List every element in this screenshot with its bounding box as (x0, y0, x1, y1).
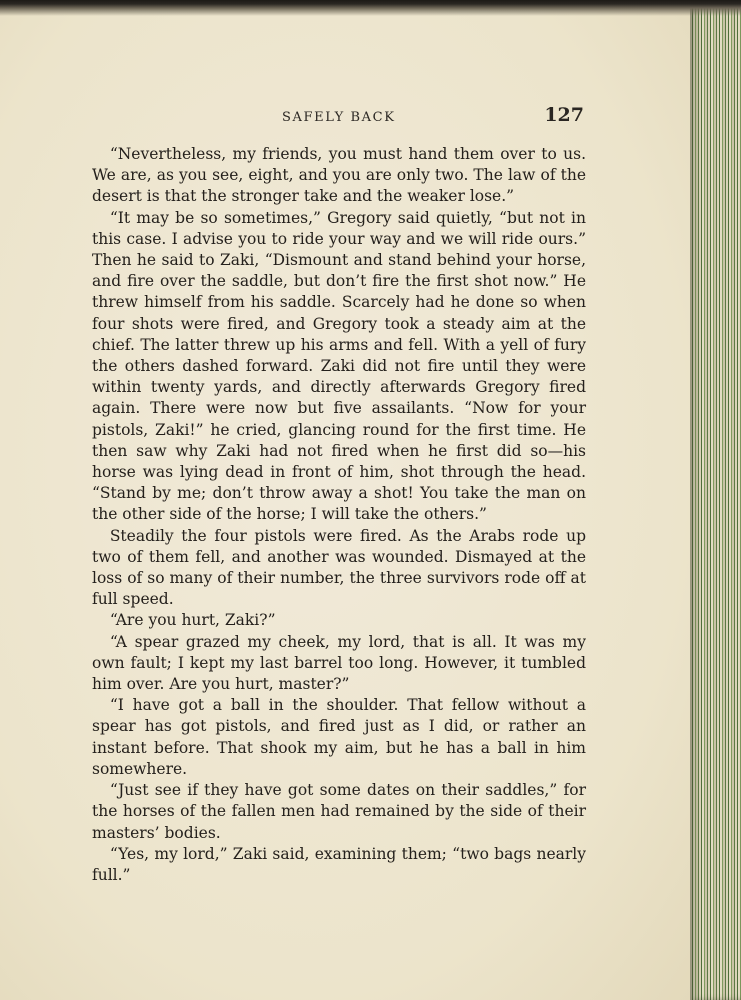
paragraph: Steadily the four pistols were fired. As the Arabs rode up two of them fell, and another was wounded. Dismayed at the loss of so many of their number, the three survivors rode off at full speed. (92, 526, 586, 609)
page-number: 127 (544, 104, 584, 126)
running-head (92, 104, 586, 129)
top-shadow (0, 0, 741, 16)
page-edges (690, 6, 741, 1000)
running-title: SAFELY BACK (282, 110, 396, 125)
paragraph: “I have got a ball in the shoulder. That fellow without a spear has got pistols, and fired just as I did, or rather an instant before. That shook my aim, but he has a ball in him somewhere. (92, 696, 586, 778)
body-text (92, 144, 586, 886)
paragraph: “A spear grazed my cheek, my lord, that is all. It was my own fault; I kept my last barrel too long. However, it tumbled him over. Are you hurt, master?” (92, 632, 586, 694)
paragraph: “Are you hurt, Zaki?” (109, 611, 276, 630)
paragraph: “Just see if they have got some dates on their saddles,” for the horses of the fallen men had remained by the side of their masters’ bodies. (92, 781, 586, 842)
paragraph: “Yes, my lord,” Zaki said, examining them; “two bags nearly full.” (92, 844, 586, 884)
paragraph: “It may be so sometimes,” Gregory said quietly, “but not in this case. I advise you to ride your way and we will ride ours.” Then he said to Zaki, “Dismount and stand behind your horse, and fire over the saddle, but don’t fire the first shot now.” He threw himself from his saddle. Scarcely had he done so when four shots were fired, and Gregory took a steady aim at the chief. The latter threw up his arms and fell. With a yell of fury the others dashed forward. Zaki did not fire until they were within twenty yards, and directly afterwards Gregory fired again. There were now but five assailants. “Now for your pistols, Zaki!” he cried, glancing round for the first time. He then saw why Zaki had not fired when he first did so—his horse was lying dead in front of him, shot through the head. “Stand by me; don’t throw away a shot! You take the man on the other side of the horse; I will take the others.” (92, 208, 586, 524)
paragraph: “Nevertheless, my friends, you must hand them over to us. We are, as you see, eight, and you are only two. The law of the desert is that the stronger take and the weaker lose.” (92, 145, 586, 206)
